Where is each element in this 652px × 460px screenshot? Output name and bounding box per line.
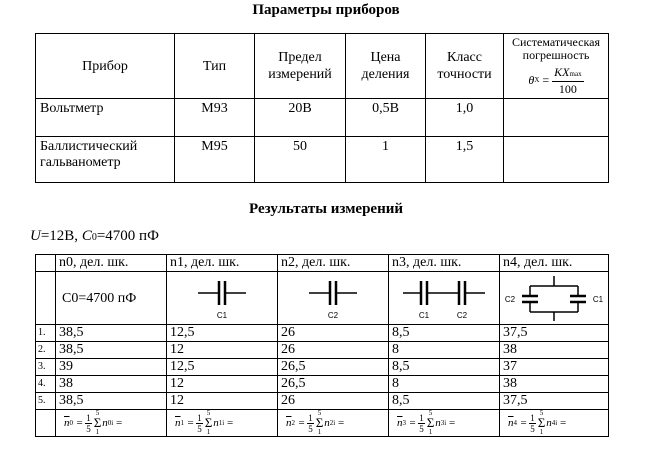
cell-n2: 26,5 (278, 376, 389, 393)
empty-cell (36, 410, 56, 437)
row-number: 1. (36, 325, 56, 342)
header-n0: n0, дел. шк. (56, 255, 167, 272)
svg-text:C1: C1 (216, 311, 228, 320)
cell-n3: 8,5 (389, 359, 500, 376)
cell-n0: 38,5 (56, 325, 167, 342)
header-n1: n1, дел. шк. (167, 255, 278, 272)
cell-n1: 12,5 (167, 359, 278, 376)
cell-n2: 26 (278, 325, 389, 342)
corner-cell (36, 255, 56, 272)
svg-text:C1: C1 (592, 295, 604, 304)
cell-class: 1,5 (426, 137, 504, 183)
table-row (36, 342, 609, 359)
c0-label: C0=4700 пФ (56, 272, 167, 325)
avg-formula-n2: $\overline{n}$ 2 = 1 5 5 Σ 1 n 2i = (278, 410, 389, 437)
cell-n2: 26,5 (278, 359, 389, 376)
header-division: Цена деления (346, 34, 426, 99)
capacitor-icon (192, 275, 252, 321)
cell-n1: 12 (167, 376, 278, 393)
header-class: Класс точности (426, 34, 504, 99)
cell-n3: 8,5 (389, 325, 500, 342)
circuit-parallel (500, 272, 609, 325)
cell-systematic-error (504, 137, 609, 183)
cell-n0: 39 (56, 359, 167, 376)
cell-n1: 12 (167, 393, 278, 410)
cell-n1: 12,5 (167, 325, 278, 342)
avg-formula-n3: $\overline{n}$ 3 = 1 5 5 Σ 1 n 3i = (389, 410, 500, 437)
cell-division: 0,5В (346, 99, 426, 137)
circuit-series (389, 272, 500, 325)
empty-cell (36, 272, 56, 325)
table-row (36, 376, 609, 393)
cell-systematic-error (504, 99, 609, 137)
header-device: Прибор (36, 34, 175, 99)
header-n3: n3, дел. шк. (389, 255, 500, 272)
cell-type: М93 (175, 99, 255, 137)
avg-formula-n1: $\overline{n}$ 1 = 1 5 5 Σ 1 n 1i = (167, 410, 278, 437)
results-title: Результаты измерений (249, 201, 403, 217)
measurement-conditions: U=12В, C0=4700 пФ (30, 228, 159, 244)
cell-n4: 37 (500, 359, 609, 376)
row-number: 3. (36, 359, 56, 376)
instruments-table (35, 33, 609, 183)
table-row (36, 393, 609, 410)
cell-n3: 8 (389, 342, 500, 359)
cell-limit: 50 (255, 137, 346, 183)
header-n2: n2, дел. шк. (278, 255, 389, 272)
cell-n1: 12 (167, 342, 278, 359)
avg-formula-n0: $\overline{n}$ 0 = 1 5 5 Σ 1 n 0i = (56, 410, 167, 437)
cell-type: М95 (175, 137, 255, 183)
svg-text:C2: C2 (504, 295, 516, 304)
table-row (36, 325, 609, 342)
avg-formula-n4: $\overline{n}$ 4 = 1 5 5 Σ 1 n 4i = (500, 410, 609, 437)
cell-limit: 20В (255, 99, 346, 137)
row-number: 2. (36, 342, 56, 359)
results-table (35, 254, 609, 437)
cell-n3: 8 (389, 376, 500, 393)
header-type: Тип (175, 34, 255, 99)
cell-division: 1 (346, 137, 426, 183)
cell-n3: 8,5 (389, 393, 500, 410)
row-number: 4. (36, 376, 56, 393)
circuit-c1 (167, 272, 278, 325)
average-formula-row (36, 410, 609, 437)
svg-text:C1: C1 (418, 311, 430, 320)
cell-n4: 38 (500, 376, 609, 393)
cell-n4: 38 (500, 342, 609, 359)
cell-device: Вольтметр (36, 99, 175, 137)
results-header-row (36, 255, 609, 272)
series-capacitors-icon (399, 275, 489, 321)
svg-text:C2: C2 (456, 311, 468, 320)
cell-n4: 37,5 (500, 393, 609, 410)
cell-class: 1,0 (426, 99, 504, 137)
instruments-header-row (36, 34, 609, 99)
table-row (36, 359, 609, 376)
cell-device: Баллистический гальванометр (36, 137, 175, 183)
circuit-row (36, 272, 609, 325)
capacitor-icon (303, 275, 363, 321)
instruments-title: Параметры приборов (252, 2, 400, 18)
cell-n2: 26 (278, 342, 389, 359)
instrument-row-galvanometer (36, 137, 609, 183)
cell-n0: 38 (56, 376, 167, 393)
circuit-c2 (278, 272, 389, 325)
cell-n4: 37,5 (500, 325, 609, 342)
cell-n2: 26 (278, 393, 389, 410)
row-number: 5. (36, 393, 56, 410)
header-n4: n4, дел. шк. (500, 255, 609, 272)
cell-n0: 38,5 (56, 393, 167, 410)
header-limit: Предел измерений (255, 34, 346, 99)
header-systematic-error: Систематическая погрешность θ X = $\frac{KXmax}{100}$ (504, 34, 609, 99)
systematic-error-formula: θ X = $\frac{KXmax}{100}$ (528, 65, 582, 96)
svg-text:C2: C2 (327, 311, 339, 320)
instrument-row-voltmeter (36, 99, 609, 137)
cell-n0: 38,5 (56, 342, 167, 359)
parallel-capacitors-icon (502, 274, 606, 322)
